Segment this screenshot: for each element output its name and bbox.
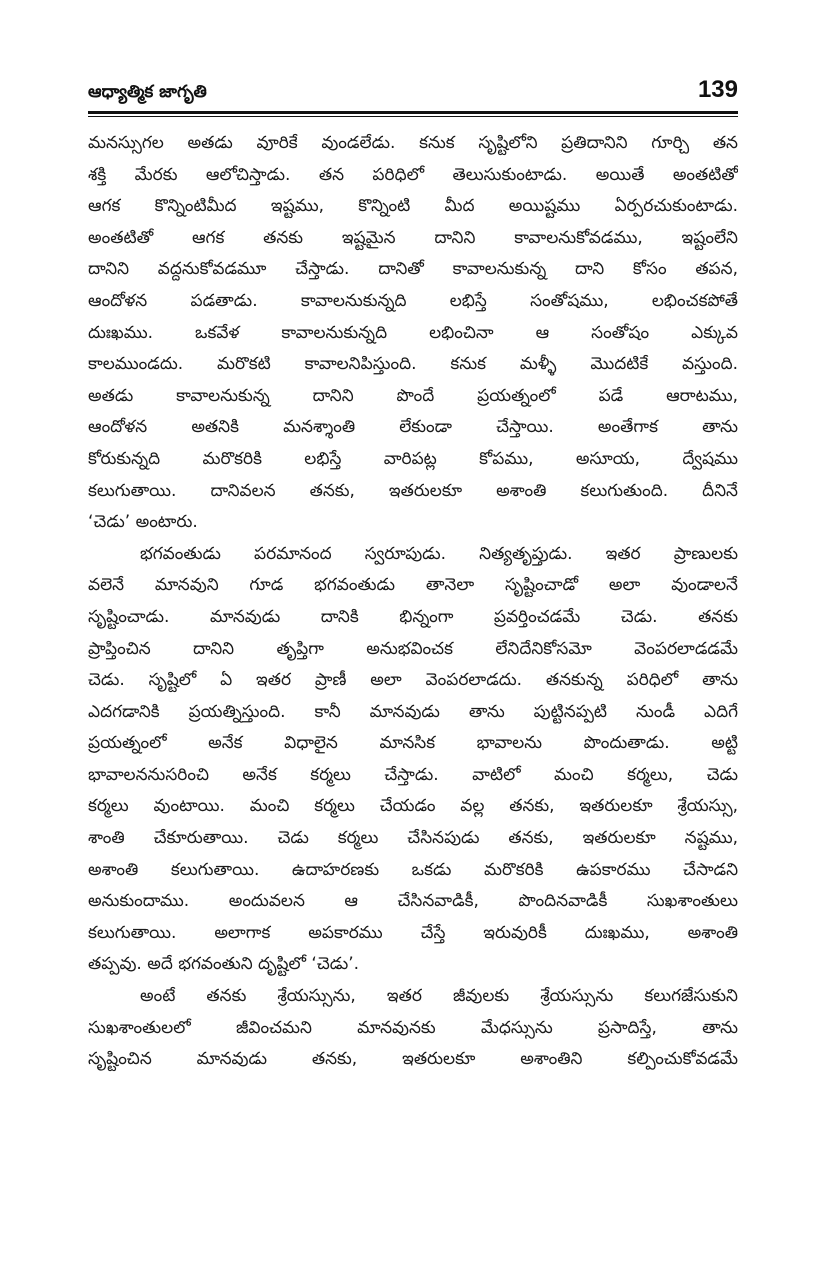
text-line: భావాలననుసరించి అనేక కర్మలు చేస్తాడు. వాటిలో మంచి కర్మలు, చెడు (88, 764, 738, 785)
text-line: ఎదగడానికి ప్రయత్నిస్తుంది. కానీ మానవుడు తాను పుట్టినప్పటి నుండీ ఎదిగే (88, 701, 738, 722)
text-line: అంతటితో ఆగక తనకు ఇష్టమైన దానిని కావాలనుకోవడము, ఇష్టంలేని (88, 227, 738, 248)
text-line: ఆందోళన అతనికి మనశ్శాంతి లేకుండా చేస్తాయి. అంతేగాక తాను (88, 417, 738, 438)
text-line: దుఃఖము. ఒకవేళ కావాలనుకున్నది లభించినా ఆ సంతోషం ఎక్కువ (88, 322, 738, 343)
text-line: కోరుకున్నది మరొకరికి లభిస్తే వారిపట్ల కోపము, అసూయ, ద్వేషము (88, 448, 738, 469)
text-line: అనుకుందాము. అందువలన ఆ చేసినవాడికీ, పొందినవాడికీ సుఖశాంతులు (88, 891, 738, 912)
text-line: మనస్సుగల అతడు వూరికే వుండలేడు. కనుక సృష్టిలోని ప్రతిదానిని గూర్చి తన (88, 133, 738, 153)
text-line: వలెనే మానవుని గూడ భగవంతుడు తానెలా సృష్టించాడో అలా వుండాలనే (88, 575, 738, 596)
text-line: అంటే తనకు శ్రేయస్సును, ఇతర జీవులకు శ్రేయస్సును కలుగజేసుకుని (140, 986, 738, 1007)
text-line: అతడు కావాలనుకున్న దానిని పొందే ప్రయత్నంలో పడే ఆరాటము, (88, 385, 738, 406)
text-line: సృష్టించాడు. మానవుడు దానికి భిన్నంగా ప్రవర్తించడమే చెడు. తనకు (88, 606, 738, 627)
text-line: ఆందోళన పడతాడు. కావాలనుకున్నది లభిస్తే సంతోషము, లభించకపోతే (88, 290, 738, 311)
text-line: కలుగుతాయి. అలాగాక అపకారము చేస్తే ఇరువురికీ దుఃఖము, అశాంతి (88, 922, 738, 943)
running-title: ఆధ్యాత్మిక జాగృతి (88, 82, 207, 102)
header-rule (88, 111, 738, 117)
paragraph-2 (88, 539, 738, 981)
text-line: దానిని వద్దనుకోవడమూ చేస్తాడు. దానితో కావాలనుకున్న దాని కోసం తపన, (88, 259, 738, 280)
text-line: తప్పవు. అదే భగవంతుని దృష్టిలో ‘చెడు’. (88, 954, 360, 975)
text-line: చెడు. సృష్టిలో ఏ ఇతర ప్రాణీ అలా వెంపరలాడదు. తనకున్న పరిధిలో తాను (88, 670, 738, 691)
text-line: ప్రాప్తించిన దానిని తృప్తిగా అనుభవించక లేనిదేనికోసమో వెంపరలాడడమే (88, 638, 738, 659)
paragraph-3 (88, 981, 738, 1076)
text-line: ప్రయత్నంలో అనేక విధాలైన మానసిక భావాలను పొందుతాడు. అట్టి (88, 733, 738, 754)
text-line: సుఖశాంతులలో జీవించమని మానవునకు మేధస్సును ప్రసాదిస్తే, తాను (88, 1017, 738, 1038)
text-line: ‘చెడు’ అంటారు. (88, 512, 198, 533)
body-text (88, 128, 738, 1076)
paragraph-1 (88, 128, 738, 539)
text-line: కర్మలు వుంటాయి. మంచి కర్మలు చేయడం వల్ల తనకు, ఇతరులకూ శ్రేయస్సు, (88, 796, 738, 817)
page-number: 139 (697, 76, 738, 103)
text-line: ఆగక కొన్నింటిమీద ఇష్టము, కొన్నింటి మీద అయిష్టము ఏర్పరచుకుంటాడు. (88, 196, 738, 217)
text-line: శక్తి మేరకు ఆలోచిస్తాడు. తన పరిధిలో తెలుసుకుంటాడు. అయితే అంతటితో (88, 164, 738, 185)
text-line: శాంతి చేకూరుతాయి. చెడు కర్మలు చేసినపుడు తనకు, ఇతరులకూ నష్టము, (88, 828, 738, 849)
text-line: అశాంతి కలుగుతాయి. ఉదాహరణకు ఒకడు మరొకరికి ఉపకారము చేసాడని (88, 859, 738, 880)
text-line: సృష్టించిన మానవుడు తనకు, ఇతరులకూ అశాంతిని కల్పించుకోవడమే (88, 1049, 738, 1070)
text-line: భగవంతుడు పరమానంద స్వరూపుడు. నిత్యతృప్తుడు. ఇతర ప్రాణులకు (140, 543, 738, 564)
running-header (88, 76, 738, 110)
text-line: కాలముండదు. మరొకటి కావాలనిపిస్తుంది. కనుక మళ్ళీ మొదటికే వస్తుంది. (88, 354, 738, 375)
text-line: కలుగుతాయి. దానివలన తనకు, ఇతరులకూ అశాంతి కలుగుతుంది. దీనినే (88, 480, 738, 501)
